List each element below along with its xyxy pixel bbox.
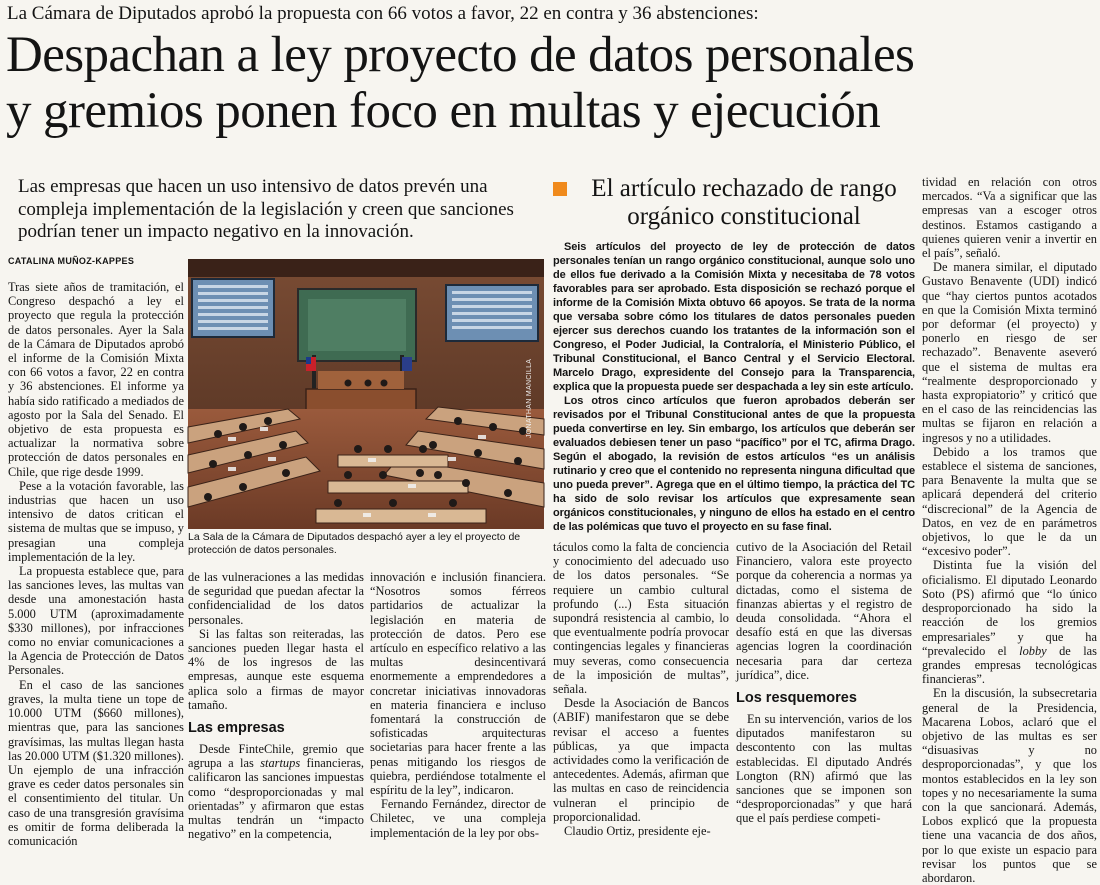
article-column-3: [370, 570, 546, 840]
paragraph: En la discusión, la subsecretaria general de la Presidencia, Macarena Lobos, aclaró que el objetivo de las multas es ser “disuasivas y no desproporcionadas”, y que los montos establecidos en la ley son topes y no necesariamente la suma con la que sancionará. Además, Lobos explicó que la propuesta tiene una vacancia de dos años, por lo que existe un espacio para revisar los puntos que se abordaron.: [922, 686, 1097, 885]
headline-line-2: y gremios ponen foco en multas y ejecución: [6, 83, 881, 139]
headline: [6, 27, 1096, 139]
paragraph: de las vulneraciones a las medidas de seguridad que puedan afectar la confidencialidad de los datos personales.: [188, 570, 364, 627]
paragraph: Fernando Fernández, director de Chiletec, ve una compleja implementación de la ley por obs-: [370, 797, 546, 840]
photo-caption: La Sala de la Cámara de Diputados despachó ayer a ley el proyecto de protección de datos personales.: [188, 531, 521, 556]
paragraph: En el caso de las sanciones graves, la multa tiene un tope de 10.000 UTM ($660 millones), mientras que, para las sanciones gravísimas, las multas llegan hasta las 20.000 UTM ($1.320 millones). Un ejemplo de una infracción grave es ceder datos personales sin el consentimiento del titular. Un caso de una transgresión gravísima es omitir de forma deliberada la comunicación: [8, 677, 184, 848]
paragraph: En su intervención, varios de los diputados manifestaron su descontento con las multas establecidas. El diputado Andrés Longton (RN) afirmó que las sanciones que se imponen son “desproporcionadas” y que hará que el país perdiese competi-: [736, 712, 912, 826]
paragraph: Distinta fue la visión del oficialismo. El diputado Leonardo Soto (PS) afirmó que “lo único desproporcionado ha sido la reacción de los gremios empresariales” y que ha “prevalecido el lobby de las grandes empresas tecnológicas financieras”.: [922, 558, 1097, 687]
paragraph: Si las faltas son reiteradas, las sanciones pueden llegar hasta el 4% de los ingresos de las empresas, aunque este esquema aplica solo a firmas de mayor tamaño.: [188, 626, 364, 712]
paragraph: tividad en relación con otros mercados. “Va a significar que las empresas van a escoger otros destinos. Estamos castigando a quienes quieren venir a invertir en el país”, señaló.: [922, 175, 1097, 261]
paragraph: La propuesta establece que, para las sanciones leves, las multas van desde una amonestación hasta 5.000 UTM (aproximadamente $330 millones), por infracciones como no enviar comunicaciones a la Agencia de Protección de Datos Personales.: [8, 564, 184, 678]
article-column-1: [8, 280, 184, 848]
paragraph: Pese a la votación favorable, las industrias que hacen un uso intensivo de datos critican el sistema de multas que se impuso, y presagian una compleja implementación de la ley.: [8, 478, 184, 564]
deck: Las empresas que hacen un uso intensivo de datos prevén una compleja implementación de la legislación y creen que sanciones podrían tener un impacto negativo en la innovación.: [18, 176, 514, 242]
byline: CATALINA MUÑOZ-KAPPES: [8, 256, 135, 266]
paragraph: Desde FinteChile, gremio que agrupa a las startups financieras, calificaron las sanciones impuestas como “desproporcionadas y mal orientadas” y afirmaron que estas multas tendrán un “impacto negativo” en la competencia,: [188, 742, 364, 842]
paragraph: cutivo de la Asociación del Retail Financiero, valora este proyecto porque da coherencia a normas ya dictadas, como el sistema de finanzas abiertas y el registro de deuda consolidada. “Ahora el desafío está en que las diversas agencias logren la coordinación necesaria para dar certeza jurídica”, dice.: [736, 540, 912, 682]
sidebar-box-text: [553, 240, 915, 534]
photo-credit: JONATHAN MANCILLA: [526, 358, 533, 438]
paragraph: Tras siete años de tramitación, el Congreso despachó a ley el proyecto que regula la protección de datos personales. Ayer la Sala de la Cámara de Diputados aprobó el informe de la Comisión Mixta con 66 votos a favor, 22 en contra y 36 abstenciones. El informe ya había sido ratificado a mediados de agosto por la Sala del Senado. El objetivo de esta propuesta es actualizar la normativa sobre protección de datos personales en Chile, que rige desde 1999.: [8, 280, 184, 479]
orange-square-icon: [553, 182, 567, 196]
chamber-photo: [188, 259, 544, 529]
article-column-2: [188, 570, 364, 841]
paragraph: Desde la Asociación de Bancos (ABIF) manifestaron que se debe revisar el acceso a fuentes públicas, ya que impacta actividades como la verificación de antecedentes. Además, afirman que las multas en caso de reincidencia vulneran el principio de proporcionalidad.: [553, 696, 729, 824]
paragraph: innovación e inclusión financiera. “Nosotros somos férreos partidarios de actualizar la legislación en materia de protección de datos. Pero ese artículo en específico relativo a las multas desincentivará enormemente a emprendedores a concretar iniciativas innovadoras en materia financiera e incluso fomentará la construcción de sofisticadas arquitecturas societarias para hacer frente a las penas mitigando los riesgos de quiebra, perdiéndose totalmente el espíritu de la ley”, indicaron.: [370, 570, 546, 798]
paragraph: De manera similar, el diputado Gustavo Benavente (UDI) indicó que “hay ciertos puntos acotados en que la Comisión Mixta terminó por deformar (el proyecto) y ponerlo en riesgo de ser rechazado”. Benavente aseveró que el sistema de multas era “realmente desproporcionado y hasta expropiatorio” y criticó que en el caso de las reincidencias las multas se fijaron en relación a ingresos y no a utilidades.: [922, 260, 1097, 445]
subheading-las-empresas: Las empresas: [188, 720, 285, 737]
article-column-6: [922, 175, 1097, 885]
paragraph: Debido a los tramos que establece el sistema de sanciones, para Benavente la multa que se aplicará dependerá del criterio “discrecional” de la Agencia de Datos, en vez de en parámetros objetivos, lo que le da un “excesivo poder”.: [922, 444, 1097, 559]
paragraph: Claudio Ortiz, presidente eje-: [564, 824, 711, 839]
paragraph: Seis artículos del proyecto de ley de protección de datos personales tenían un rango orgánico constitucional, aunque solo uno de ellos fue derivado a la Comisión Mixta y necesitaba de 78 votos favorables para ser aprobado. Esta disposición se rechazó porque el informe de la Comisión Mixta obtuvo 66 apoyos. Se trata de la norma que versaba sobre cómo los titulares de datos personales pueden ejercer sus derechos cuando los tratantes de la información son el Congreso, el Poder Judicial, la Contraloría, el Ministerio Público, el Tribunal Constitucional, el Banco Central y el Servicio Electoral. Marcelo Drago, expresidente del Consejo para la Transparencia, explica que la propuesta puede ser despachada a ley sin este artículo.: [553, 241, 915, 393]
article-column-4: [553, 540, 729, 838]
subheading-los-resquemores: Los resquemores: [736, 690, 857, 707]
sidebar-box-title: El artículo rechazado de rango orgánico constitucional: [591, 175, 897, 230]
chamber-photo-illustration: [188, 259, 544, 529]
article-column-5: [736, 540, 912, 826]
kicker: La Cámara de Diputados aprobó la propuesta con 66 votos a favor, 22 en contra y 36 abstenciones:: [7, 3, 759, 24]
paragraph: táculos como la falta de conciencia y conocimiento del adecuado uso de los datos personales. “Se requiere un cambio cultural profundo (...) Esta situación supondrá resistencia al cambio, lo que eventualmente podría provocar contingencias legales y financieras muy severas, como consecuencia de la imposición de multas”, señala.: [553, 540, 729, 697]
paragraph: Los otros cinco artículos que fueron aprobados deberán ser revisados por el Tribunal Constitucional antes de que la propuesta pueda convertirse en ley. Sin embargo, los artículos que deberán ser evaluados debiesen tener un paso “pacífico” por el TC, afirma Drago. Según el abogado, la revisión de estos artículos “es un análisis rutinario y creo que el contenido no representa ninguna dificultad que uno pueda prever”. Agrega que en el último tiempo, la práctica del TC ha sido de solo revisar los artículos que expresamente sean orgánicos constitucionales, y ninguno de ellos ha estado en el centro de las polémicas que tuvo el proyecto en su fase final.: [553, 395, 915, 533]
headline-line-1: Despachan a ley proyecto de datos personales: [6, 27, 915, 83]
